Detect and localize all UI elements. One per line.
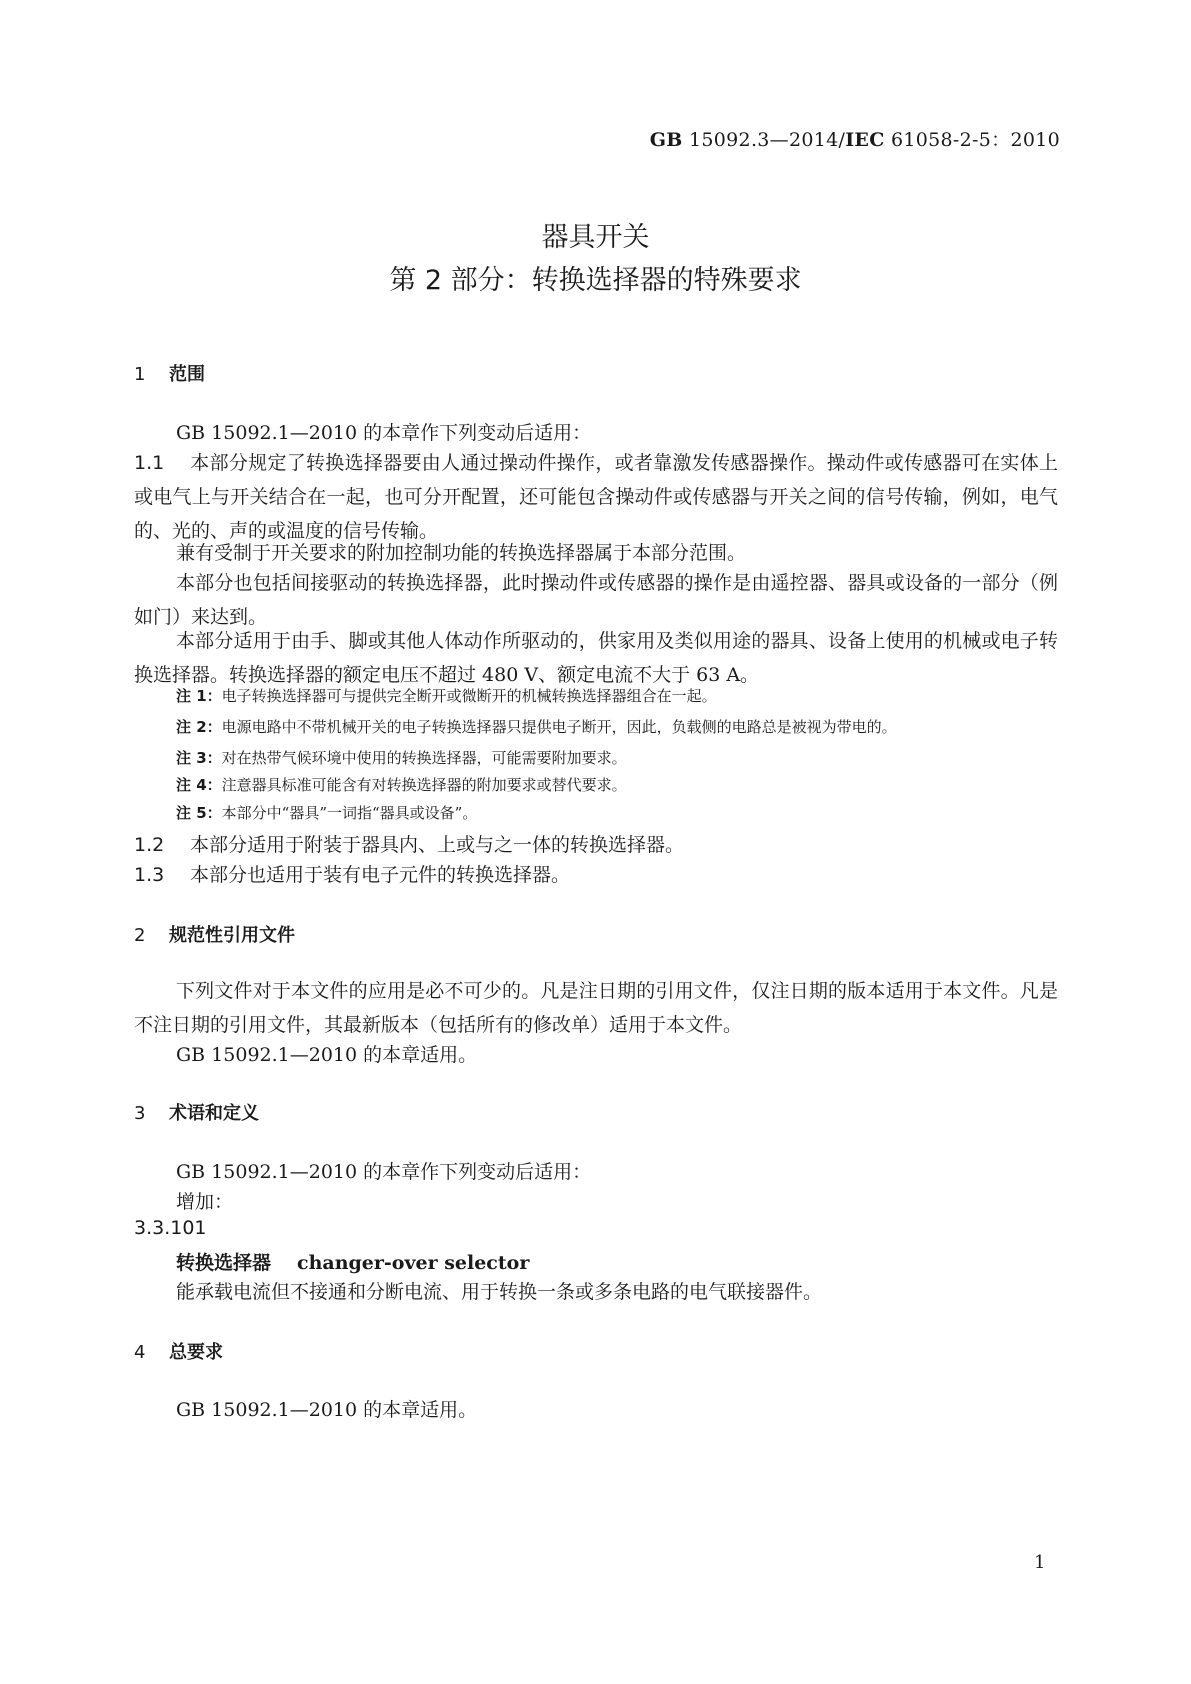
document-title: 器具开关 (541, 222, 650, 253)
term-entry: 转换选择器 changer-over selector (176, 1252, 530, 1274)
section-1-heading: 1 范围 (134, 364, 205, 385)
note-2: 注 2：电源电路中不带机械开关的电子转换选择器只提供电子断开，因此，负载侧的电路总是被视为带电的。 (176, 718, 897, 736)
document-subtitle: 第 2 部分：转换选择器的特殊要求 (389, 265, 802, 296)
section-3-paragraph-1: GB 15092.1—2010 的本章作下列变动后适用： (176, 1161, 592, 1183)
document-code: GB 15092.3—2014/IEC 61058-2-5：2010 (649, 129, 1060, 151)
clause-1-3: 1.3 本部分也适用于装有电子元件的转换选择器。 (134, 864, 571, 886)
section-2-paragraph-1: 下列文件对于本文件的应用是必不可少的。凡是注日期的引用文件，仅注日期的版本适用于本文件。凡是不注日期的引用文件，其最新版本（包括所有的修改单）适用于本文件。 (134, 980, 1058, 1036)
section-1-paragraph-4: 本部分适用于由手、脚或其他人体动作所驱动的，供家用及类似用途的器具、设备上使用的机械或电子转换选择器。转换选择器的额定电压不超过 480 V、额定电流不大于 63 A。 (134, 630, 1058, 686)
section-2-heading: 2 规范性引用文件 (134, 925, 295, 946)
note-5: 注 5：本部分中“器具”一词指“器具或设备”。 (176, 804, 478, 822)
clause-1-1: 1.1 本部分规定了转换选择器要由人通过操动件操作，或者靠激发传感器操作。操动件或传感器可在实体上或电气上与开关结合在一起，也可分开配置，还可能包含操动件或传感器与开关之间的信号传输，例如，电气的、光的、声的或温度的信号传输。 (134, 452, 1058, 542)
section-3-heading: 3 术语和定义 (134, 1103, 259, 1124)
section-3-paragraph-2: 增加： (176, 1191, 234, 1213)
section-1-paragraph-2: 兼有受制于开关要求的附加控制功能的转换选择器属于本部分范围。 (176, 542, 747, 564)
section-1-paragraph-3: 本部分也包括间接驱动的转换选择器，此时操动件或传感器的操作是由遥控器、器具或设备的一部分（例如门）来达到。 (134, 572, 1058, 628)
note-1: 注 1：电子转换选择器可与提供完全断开或微断开的机械转换选择器组合在一起。 (176, 687, 717, 705)
section-4-heading: 4 总要求 (134, 1342, 223, 1363)
clause-3-3-101: 3.3.101 (134, 1217, 207, 1239)
note-3: 注 3：对在热带气候环境中使用的转换选择器，可能需要附加要求。 (176, 749, 627, 767)
term-definition: 能承载电流但不接通和分断电流、用于转换一条或多条电路的电气联接器件。 (176, 1281, 823, 1303)
section-2-paragraph-2: GB 15092.1—2010 的本章适用。 (176, 1044, 478, 1066)
section-1-intro: GB 15092.1—2010 的本章作下列变动后适用： (176, 422, 592, 444)
note-4: 注 4：注意器具标准可能含有对转换选择器的附加要求或替代要求。 (176, 776, 627, 794)
clause-1-2: 1.2 本部分适用于附装于器具内、上或与之一体的转换选择器。 (134, 834, 685, 856)
page-number: 1 (1034, 1552, 1046, 1573)
section-4-paragraph-1: GB 15092.1—2010 的本章适用。 (176, 1399, 478, 1421)
